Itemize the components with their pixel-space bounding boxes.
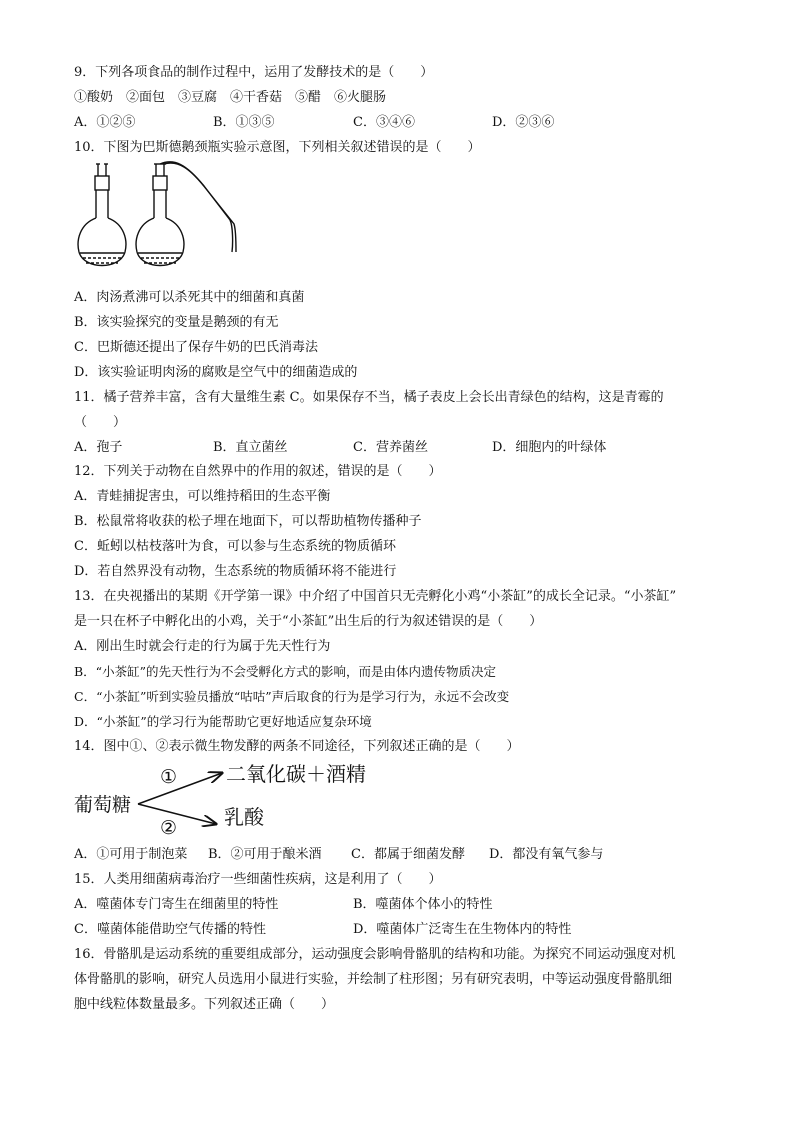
q11-stem: 11．橘子营养丰富，含有大量维生素 C。如果保存不当，橘子表皮上会长出青绿色的结构，这是青霉的 xyxy=(74,390,664,405)
q14-stem: 14．图中①、②表示微生物发酵的两条不同途径，下列叙述正确的是（ ） xyxy=(74,739,520,754)
q14-option-b: B．②可用于酿米酒 xyxy=(208,847,322,862)
q12-option-c: C．蚯蚓以枯枝落叶为食，可以参与生态系统的物质循环 xyxy=(74,539,396,554)
q9-option-a: A．①②⑤ xyxy=(74,115,136,130)
pathway-1-product: 二氧化碳＋酒精 xyxy=(226,762,366,786)
q9-stem: 9．下列各项食品的制作过程中，运用了发酵技术的是（ ） xyxy=(74,65,434,80)
q11-option-b: B．直立菌丝 xyxy=(213,440,288,455)
q10-option-d: D．该实验证明肉汤的腐败是空气中的细菌造成的 xyxy=(74,365,358,380)
q11-option-c: C．营养菌丝 xyxy=(353,440,428,455)
fermentation-pathway-diagram xyxy=(74,760,394,840)
q12-option-a: A．青蛙捕捉害虫，可以维持稻田的生态平衡 xyxy=(74,489,331,504)
q10-option-b: B．该实验探究的变量是鹅颈的有无 xyxy=(74,315,279,330)
q15-option-c: C．噬菌体能借助空气传播的特性 xyxy=(74,922,266,937)
pathway-1-arrow xyxy=(138,773,222,804)
q10-option-a: A．肉汤煮沸可以杀死其中的细菌和真菌 xyxy=(74,290,305,305)
swan-neck-flask-diagram xyxy=(74,160,242,282)
q11-option-a: A．孢子 xyxy=(74,440,123,455)
q11-stem-continued: （ ） xyxy=(74,415,127,430)
q16-stem-line-3: 胞中线粒体数量最多。下列叙述正确（ ） xyxy=(74,997,335,1012)
q14-option-d: D．都没有氧气参与 xyxy=(489,847,604,862)
pathway-1-label: ① xyxy=(160,766,178,788)
pathway-2-product: 乳酸 xyxy=(224,805,264,829)
q9-option-d: D．②③⑥ xyxy=(492,115,555,130)
q10-option-c: C．巴斯德还提出了保存牛奶的巴氏消毒法 xyxy=(74,340,318,355)
swan-neck-flask xyxy=(136,162,236,266)
q14-option-c: C．都属于细菌发酵 xyxy=(351,847,465,862)
pathway-2-label: ② xyxy=(160,817,178,839)
q15-option-d: D．噬菌体广泛寄生在生物体内的特性 xyxy=(353,922,572,937)
straight-neck-flask xyxy=(78,164,126,266)
q15-stem: 15．人类用细菌病毒治疗一些细菌性疾病，这是利用了（ ） xyxy=(74,872,442,887)
q9-option-b: B．①③⑤ xyxy=(213,115,275,130)
q13-option-c: C．“小茶缸”听到实验员播放“咕咕”声后取食的行为是学习行为，永远不会改变 xyxy=(74,689,510,704)
glucose-label: 葡萄糖 xyxy=(74,794,132,816)
q15-option-a: A．噬菌体专门寄生在细菌里的特性 xyxy=(74,897,279,912)
q10-stem: 10．下图为巴斯德鹅颈瓶实验示意图，下列相关叙述错误的是（ ） xyxy=(74,140,481,155)
q13-stem-continued: 是一只在杯子中孵化出的小鸡，关于“小茶缸”出生后的行为叙述错误的是（ ） xyxy=(74,614,543,629)
q16-stem-line-1: 16．骨骼肌是运动系统的重要组成部分，运动强度会影响骨骼肌的结构和功能。为探究不同运动强度对机 xyxy=(74,947,676,962)
q12-option-b: B．松鼠常将收获的松子埋在地面下，可以帮助植物传播种子 xyxy=(74,514,422,529)
q11-option-d: D．细胞内的叶绿体 xyxy=(492,440,607,455)
q13-stem: 13．在央视播出的某期《开学第一课》中介绍了中国首只无壳孵化小鸡“小茶缸”的成长全记录。“小茶缸” xyxy=(74,589,677,604)
q13-option-b: B．“小茶缸”的先天性行为不会受孵化方式的影响，而是由体内遗传物质决定 xyxy=(74,664,496,679)
q13-option-a: A．刚出生时就会行走的行为属于先天性行为 xyxy=(74,639,331,654)
q14-option-a: A．①可用于制泡菜 xyxy=(74,847,188,862)
q9-option-c: C．③④⑥ xyxy=(353,115,415,130)
q12-option-d: D．若自然界没有动物，生态系统的物质循环将不能进行 xyxy=(74,564,397,579)
q13-option-d: D．“小茶缸”的学习行为能帮助它更好地适应复杂环境 xyxy=(74,714,372,729)
q16-stem-line-2: 体骨骼肌的影响，研究人员选用小鼠进行实验，并绘制了柱形图；另有研究表明，中等运动强度骨骼肌细 xyxy=(74,972,673,987)
q12-stem: 12．下列关于动物在自然界中的作用的叙述，错误的是（ ） xyxy=(74,464,442,479)
q9-items: ①酸奶 ②面包 ③豆腐 ④干香菇 ⑤醋 ⑥火腿肠 xyxy=(74,90,387,105)
q15-option-b: B．噬菌体个体小的特性 xyxy=(353,897,493,912)
